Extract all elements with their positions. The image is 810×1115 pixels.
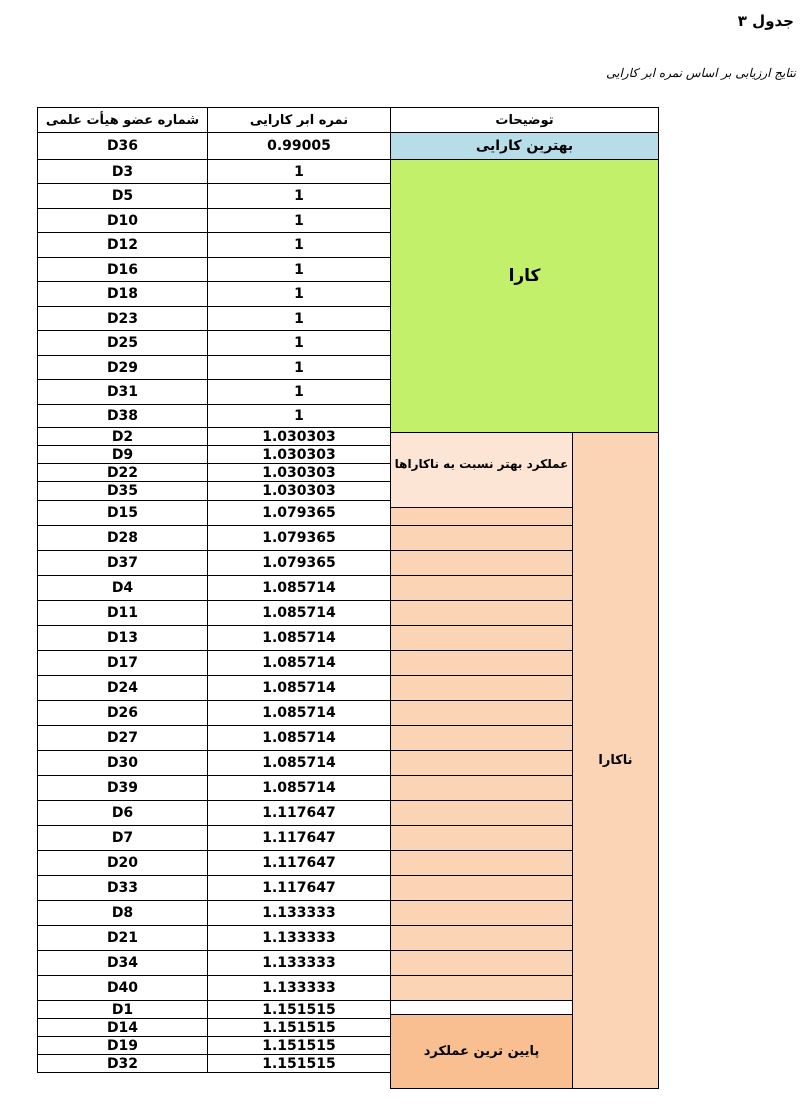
cell-score: 1.117647	[207, 875, 391, 901]
cell-score: 1.079365	[207, 550, 391, 576]
cell-score: 1	[207, 208, 391, 233]
cell-member-id: D24	[37, 675, 208, 701]
table-caption: نتایج ارزیابی بر اساس نمره ابر کارایی	[606, 66, 796, 80]
cell-score: 1.030303	[207, 463, 391, 482]
cell-member-id: D18	[37, 281, 208, 307]
cell-member-id: D3	[37, 159, 208, 184]
cell-score: 1	[207, 159, 391, 184]
cell-member-id: D9	[37, 445, 208, 464]
cell-score: 1	[207, 404, 391, 428]
cell-member-id: D7	[37, 825, 208, 851]
cell-score: 1.030303	[207, 427, 391, 446]
cell-score: 1.117647	[207, 850, 391, 876]
cell-description-inefficient	[390, 925, 573, 951]
cell-score: 1.085714	[207, 750, 391, 776]
cell-score: 1.085714	[207, 675, 391, 701]
cell-score: 1	[207, 306, 391, 331]
cell-member-id: D39	[37, 775, 208, 801]
cell-member-id: D15	[37, 500, 208, 526]
cell-score: 1.085714	[207, 600, 391, 626]
cell-description-inefficient	[390, 900, 573, 926]
cell-description-inefficient	[390, 975, 573, 1001]
cell-member-id: D30	[37, 750, 208, 776]
label-lowest-performance: پایین ترین عملکرد	[390, 1014, 573, 1089]
cell-description-inefficient	[390, 625, 573, 651]
header-score: نمره ابر کارایی	[207, 107, 391, 133]
cell-score: 1	[207, 281, 391, 307]
cell-score: 1	[207, 355, 391, 380]
cell-member-id: D11	[37, 600, 208, 626]
cell-score: 1	[207, 379, 391, 405]
cell-score: 1.117647	[207, 800, 391, 826]
cell-member-id: D22	[37, 463, 208, 482]
cell-member-id: D16	[37, 257, 208, 282]
cell-member-id: D17	[37, 650, 208, 676]
cell-score: 1	[207, 232, 391, 258]
cell-member-id: D31	[37, 379, 208, 405]
cell-member-id: D28	[37, 525, 208, 551]
cell-member-id: D1	[37, 1000, 208, 1019]
cell-score: 1.079365	[207, 525, 391, 551]
cell-member-id: D32	[37, 1054, 208, 1073]
cell-score: 1.151515	[207, 1000, 391, 1019]
cell-member-id: D13	[37, 625, 208, 651]
cell-description-inefficient	[390, 675, 573, 701]
cell-score: 1.151515	[207, 1036, 391, 1055]
cell-description-inefficient	[390, 550, 573, 576]
cell-score: 1	[207, 330, 391, 356]
cell-description-inefficient	[390, 600, 573, 626]
cell-member-id: D8	[37, 900, 208, 926]
label-better-than-inefficient: عملکرد بهتر نسبت به ناکاراها	[390, 432, 573, 508]
cell-member-id: D5	[37, 183, 208, 209]
cell-score: 1	[207, 257, 391, 282]
cell-description-inefficient	[390, 750, 573, 776]
cell-member-id: D19	[37, 1036, 208, 1055]
cell-description-inefficient	[390, 825, 573, 851]
cell-score: 1.151515	[207, 1018, 391, 1037]
label-best-efficiency: بهترین کارایی	[390, 132, 659, 160]
cell-score: 1.085714	[207, 700, 391, 726]
cell-score: 1.030303	[207, 481, 391, 501]
cell-member-id: D12	[37, 232, 208, 258]
cell-member-id: D35	[37, 481, 208, 501]
cell-member-id: D40	[37, 975, 208, 1001]
cell-score: 1.133333	[207, 925, 391, 951]
cell-score: 1.030303	[207, 445, 391, 464]
cell-score: 1.133333	[207, 900, 391, 926]
cell-member-id: D25	[37, 330, 208, 356]
cell-member-id: D23	[37, 306, 208, 331]
cell-description-inefficient	[390, 850, 573, 876]
cell-member-id: D4	[37, 575, 208, 601]
cell-description-inefficient	[390, 525, 573, 551]
cell-member-id: D33	[37, 875, 208, 901]
cell-member-id: D29	[37, 355, 208, 380]
cell-score: 1.085714	[207, 575, 391, 601]
cell-description-inefficient	[390, 800, 573, 826]
cell-description-inefficient	[390, 875, 573, 901]
cell-score: 1.117647	[207, 825, 391, 851]
cell-description-inefficient	[390, 700, 573, 726]
cell-member-id: D36	[37, 132, 208, 160]
cell-score: 1.079365	[207, 500, 391, 526]
header-member-id: شماره عضو هیأت علمی	[37, 107, 208, 133]
cell-member-id: D26	[37, 700, 208, 726]
cell-member-id: D6	[37, 800, 208, 826]
cell-score: 1.133333	[207, 950, 391, 976]
label-inefficient: ناکارا	[572, 432, 659, 1089]
cell-member-id: D2	[37, 427, 208, 446]
label-efficient: کارا	[390, 159, 659, 433]
cell-member-id: D10	[37, 208, 208, 233]
cell-member-id: D21	[37, 925, 208, 951]
cell-score: 1.085714	[207, 775, 391, 801]
cell-member-id: D38	[37, 404, 208, 428]
cell-description-inefficient	[390, 775, 573, 801]
cell-score: 1.151515	[207, 1054, 391, 1073]
cell-member-id: D14	[37, 1018, 208, 1037]
cell-score: 0.99005	[207, 132, 391, 160]
cell-description-inefficient	[390, 575, 573, 601]
cell-description-inefficient	[390, 650, 573, 676]
cell-score: 1.085714	[207, 650, 391, 676]
cell-description-inefficient	[390, 725, 573, 751]
cell-description-inefficient	[390, 950, 573, 976]
cell-member-id: D27	[37, 725, 208, 751]
cell-score: 1.133333	[207, 975, 391, 1001]
cell-score: 1.085714	[207, 625, 391, 651]
cell-member-id: D37	[37, 550, 208, 576]
table-number-title: جدول ۳	[737, 12, 794, 30]
cell-member-id: D34	[37, 950, 208, 976]
cell-score: 1	[207, 183, 391, 209]
cell-score: 1.085714	[207, 725, 391, 751]
cell-member-id: D20	[37, 850, 208, 876]
header-description: توضیحات	[390, 107, 659, 133]
